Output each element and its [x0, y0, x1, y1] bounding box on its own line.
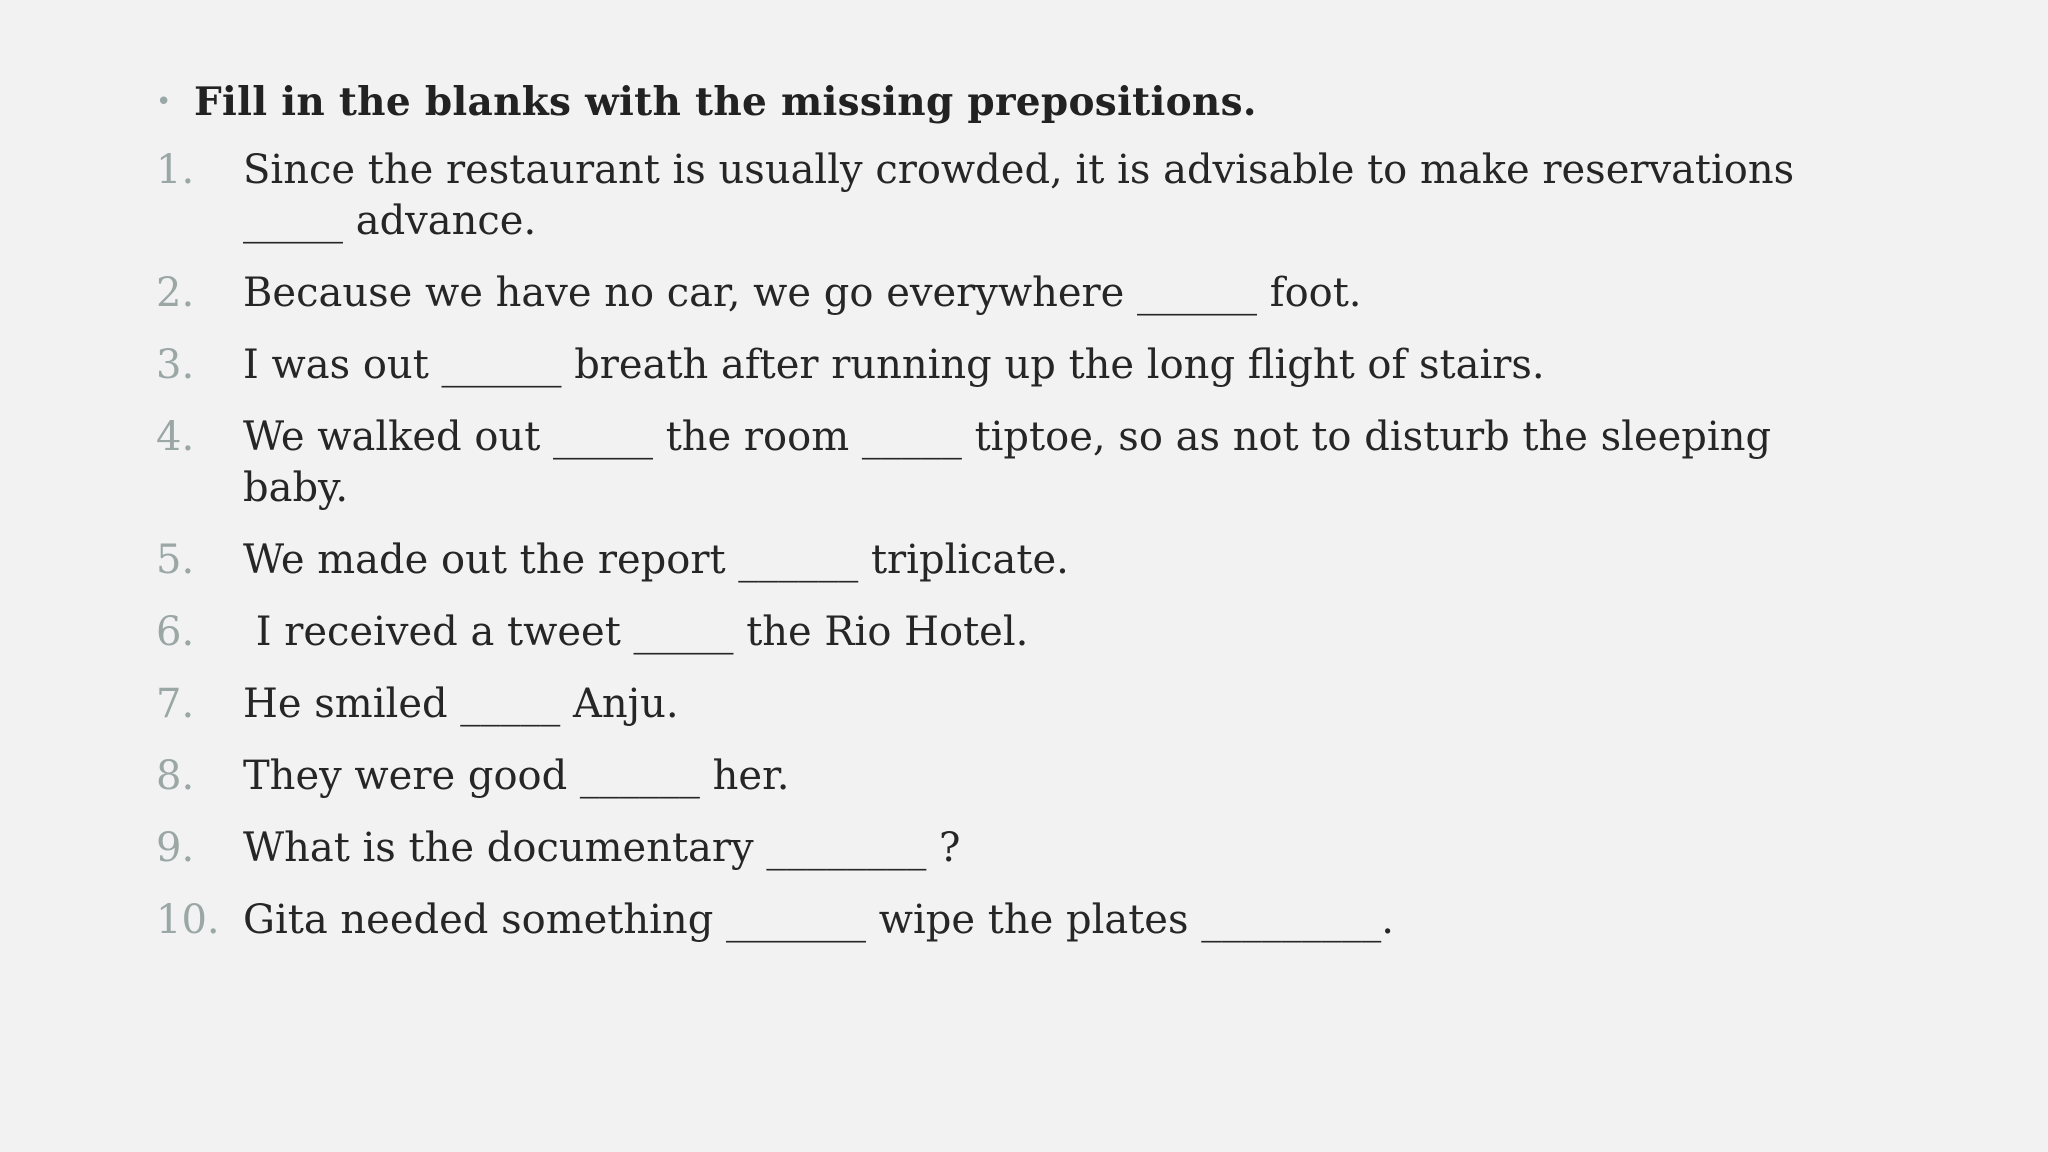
item-number: 6.: [156, 609, 195, 655]
heading-row: [156, 74, 1257, 130]
item-text: Gita needed something _______ wipe the plates _________.: [243, 897, 1394, 943]
list-item: [156, 679, 1886, 730]
item-text: Because we have no car, we go everywhere ______ foot.: [243, 270, 1362, 316]
item-text: Since the restaurant is usually crowded, it is advisable to make reservations _____ advance.: [243, 147, 1807, 244]
list-item: [156, 823, 1886, 874]
item-text: We walked out _____ the room _____ tiptoe, so as not to disturb the sleeping baby.: [243, 414, 1784, 511]
item-number: 1.: [156, 147, 195, 193]
list-item: [156, 607, 1886, 658]
item-text: He smiled _____ Anju.: [243, 681, 679, 727]
item-number: 2.: [156, 270, 195, 316]
item-number: 7.: [156, 681, 195, 727]
list-item: [156, 145, 1886, 247]
item-number: 4.: [156, 414, 195, 460]
list-item: [156, 340, 1886, 391]
list-item: [156, 751, 1886, 802]
item-text: I was out ______ breath after running up the long flight of stairs.: [243, 342, 1545, 388]
question-list: [156, 145, 1886, 967]
list-item: [156, 895, 1886, 946]
exercise-heading: Fill in the blanks with the missing prepositions.: [194, 79, 1257, 125]
item-number: 5.: [156, 537, 195, 583]
item-text: We made out the report ______ triplicate.: [243, 537, 1069, 583]
list-item: [156, 412, 1886, 514]
list-item: [156, 268, 1886, 319]
item-text: They were good ______ her.: [243, 753, 790, 799]
item-number: 9.: [156, 825, 195, 871]
list-item: [156, 535, 1886, 586]
item-number: 10.: [156, 897, 220, 943]
item-text: I received a tweet _____ the Rio Hotel.: [243, 609, 1029, 655]
item-number: 8.: [156, 753, 195, 799]
bullet-icon: •: [156, 87, 172, 117]
item-text: What is the documentary ________ ?: [243, 825, 961, 871]
item-number: 3.: [156, 342, 195, 388]
